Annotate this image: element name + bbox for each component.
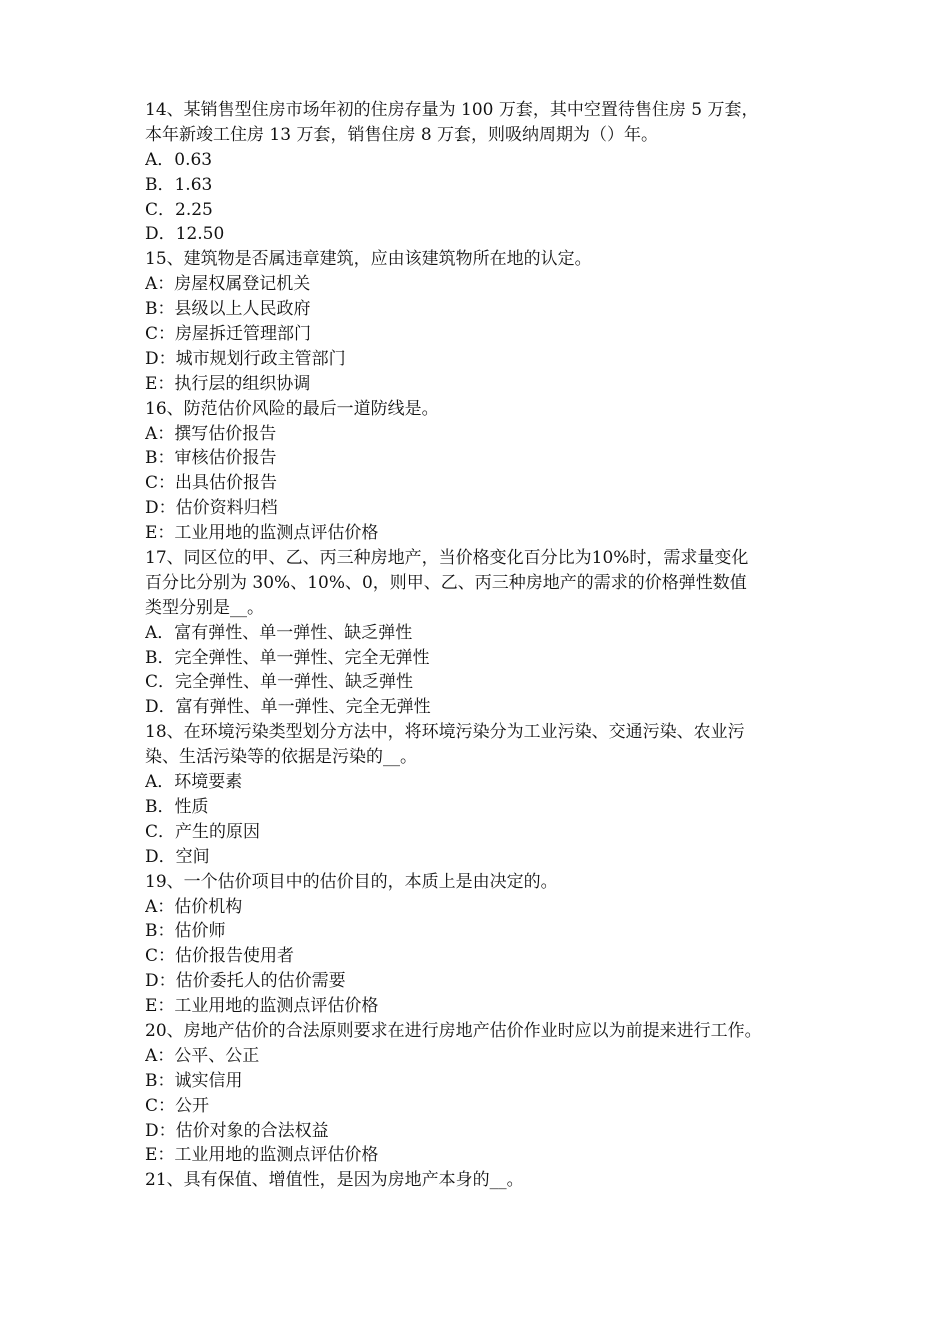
text-line: 染、生活污染等的依据是污染的__。	[145, 747, 417, 768]
text-line: 类型分别是__。	[145, 597, 264, 618]
text-line: D．空间	[145, 846, 210, 867]
text-line: 19、一个估价项目中的估价目的，本质上是由决定的。	[145, 871, 558, 892]
text-line: E：执行层的组织协调	[145, 373, 311, 394]
text-line: 百分比分别为 30%、10%、0，则甲、乙、丙三种房地产的需求的价格弹性数值	[145, 572, 747, 593]
text-line: E：工业用地的监测点评估价格	[145, 996, 379, 1017]
text-line: E：工业用地的监测点评估价格	[145, 523, 379, 544]
text-line: B：审核估价报告	[145, 448, 277, 469]
text-line: C．完全弹性、单一弹性、缺乏弹性	[145, 672, 414, 693]
text-line: A：估价机构	[145, 896, 243, 917]
text-line: B．性质	[145, 796, 209, 817]
text-line: E：工业用地的监测点评估价格	[145, 1145, 379, 1166]
text-line: A：撰写估价报告	[145, 423, 277, 444]
text-line: C：房屋拆迁管理部门	[145, 324, 312, 345]
text-line: 15、建筑物是否属违章建筑，应由该建筑物所在地的认定。	[145, 249, 592, 270]
text-line: 21、具有保值、增值性，是因为房地产本身的__。	[145, 1170, 524, 1191]
text-line: D：城市规划行政主管部门	[145, 348, 346, 369]
text-line: A：房屋权属登记机关	[145, 274, 311, 295]
text-line: 本年新竣工住房 13 万套，销售住房 8 万套，则吸纳周期为（）年。	[145, 124, 659, 145]
text-line: C：估价报告使用者	[145, 946, 295, 967]
text-line: B：县级以上人民政府	[145, 299, 311, 320]
text-line: D．12.50	[145, 224, 225, 245]
text-line: C：出具估价报告	[145, 473, 278, 494]
document-body	[145, 98, 825, 1193]
text-line: A．富有弹性、单一弹性、缺乏弹性	[145, 622, 413, 643]
text-line: A：公平、公正	[145, 1045, 260, 1066]
text-line: D：估价资料归档	[145, 498, 278, 519]
text-line: C：公开	[145, 1095, 210, 1116]
text-line: 17、同区位的甲、乙、丙三种房地产，当价格变化百分比为10%时，需求量变化	[145, 548, 749, 569]
text-line: 18、在环境污染类型划分方法中，将环境污染分为工业污染、交通污染、农业污	[145, 722, 745, 743]
text-line: D：估价对象的合法权益	[145, 1120, 329, 1141]
text-line: D．富有弹性、单一弹性、完全无弹性	[145, 697, 431, 718]
text-line: B：诚实信用	[145, 1070, 243, 1091]
text-line: 16、防范估价风险的最后一道防线是。	[145, 398, 439, 419]
text-line: 20、房地产估价的合法原则要求在进行房地产估价作业时应以为前提来进行工作。	[145, 1020, 762, 1041]
text-line: C．2.25	[145, 199, 213, 220]
text-line: B．1.63	[145, 174, 213, 195]
text-line: B．完全弹性、单一弹性、完全无弹性	[145, 647, 430, 668]
text-line: D：估价委托人的估价需要	[145, 971, 346, 992]
text-line: 14、某销售型住房市场年初的住房存量为 100 万套，其中空置待售住房 5 万套，	[145, 100, 759, 120]
text-line: B：估价师	[145, 921, 226, 942]
text-line: A．0.63	[145, 149, 213, 170]
text-line: C．产生的原因	[145, 821, 261, 842]
text-line: A．环境要素	[145, 772, 243, 793]
